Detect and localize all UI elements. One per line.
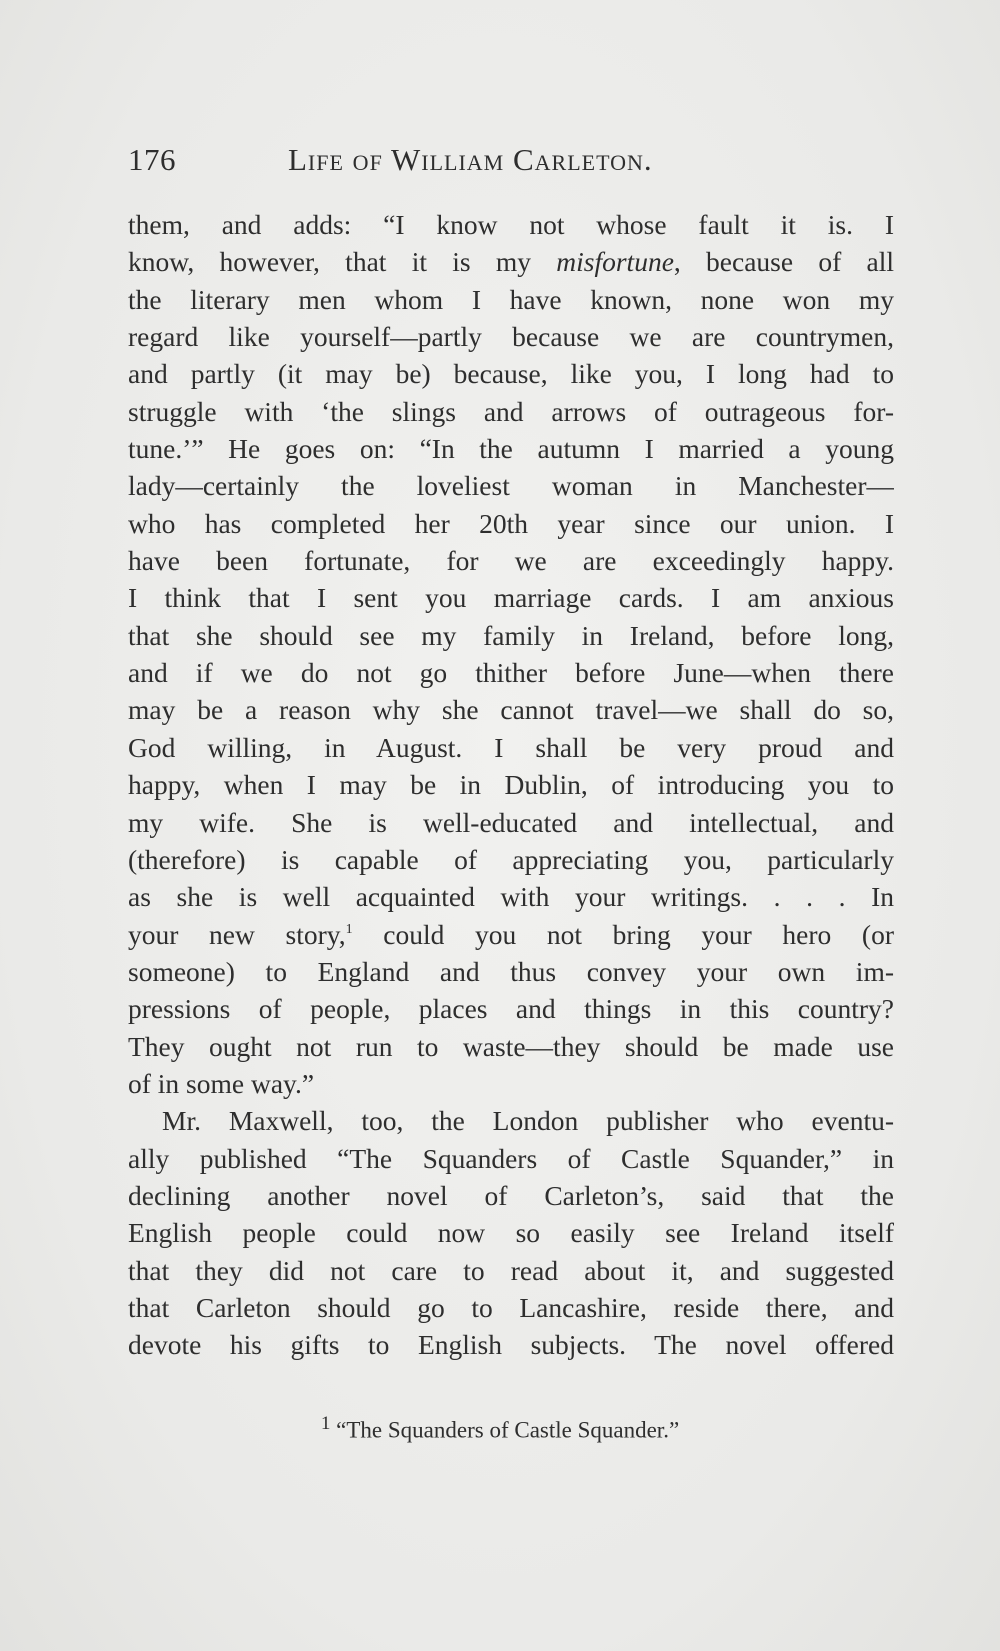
text-line: declining another novel of Carleton’s, said that the xyxy=(128,1179,894,1211)
text-line: and partly (it may be) because, like you, I long had to xyxy=(128,358,894,390)
text-line: my wife. She is well-educated and intellectual, and xyxy=(128,806,894,838)
footnote-marker: 1 xyxy=(320,1413,331,1434)
text-line: devote his gifts to English subjects. The novel offered xyxy=(128,1329,894,1361)
text-line: of in some way.” xyxy=(128,1067,315,1099)
text-line: (therefore) is capable of appreciating you, particularly xyxy=(128,843,894,875)
text-line: They ought not run to waste—they should be made use xyxy=(128,1030,894,1062)
text-line: as she is well acquainted with your writings. . . . In xyxy=(128,881,894,913)
text-line: that they did not care to read about it, and suggested xyxy=(128,1254,894,1286)
text-line: happy, when I may be in Dublin, of introducing you to xyxy=(128,769,894,801)
text-line: may be a reason why she cannot travel—we shall do so, xyxy=(128,694,894,726)
text-line: your new story,$^1$ could you not bring your hero (or xyxy=(128,918,894,950)
footnote xyxy=(0,1409,1000,1446)
footnote-text: “The Squanders of Castle Squander.” xyxy=(336,1417,680,1443)
text-line: them, and adds: “I know not whose fault it is. I xyxy=(128,209,894,240)
text-line: that Carleton should go to Lancashire, reside there, and xyxy=(128,1291,894,1323)
text-line: lady—certainly the loveliest woman in Manchester— xyxy=(128,470,894,502)
text-line: someone) to England and thus convey your own im- xyxy=(128,955,894,987)
body-text xyxy=(128,206,894,1364)
text-line: tune.’” He goes on: “In the autumn I married a young xyxy=(128,433,894,465)
text-line: regard like yourself—partly because we are countrymen, xyxy=(128,321,894,353)
text-line: have been fortunate, for we are exceedingly happy. xyxy=(128,545,894,577)
text-line: the literary men whom I have known, none won my xyxy=(128,283,894,315)
italic-emphasis: misfortune xyxy=(556,246,674,278)
text-line: who has completed her 20th year since our union. I xyxy=(128,507,894,539)
page-number: 176 xyxy=(128,142,176,177)
text-line: Mr. Maxwell, too, the London publisher who eventu- xyxy=(162,1105,894,1137)
text-line: and if we do not go thither before June—when there xyxy=(128,657,894,689)
text-line: God willing, in August. I shall be very proud and xyxy=(128,731,894,763)
text-line: I think that I sent you marriage cards. I am anxious xyxy=(128,582,894,614)
running-title: Life of William Carleton. xyxy=(288,142,653,177)
text-line: that she should see my family in Ireland, before long, xyxy=(128,619,894,651)
text-line: ally published “The Squanders of Castle Squander,” in xyxy=(128,1142,894,1174)
footnote-marker: 1 xyxy=(345,921,353,937)
text-line: English people could now so easily see Ireland itself xyxy=(128,1217,894,1249)
text-line: struggle with ‘the slings and arrows of outrageous for- xyxy=(128,395,894,427)
text-line: know, however, that it is my misfortune, because of all xyxy=(128,246,894,278)
text-line: pressions of people, places and things in this country? xyxy=(128,993,894,1025)
